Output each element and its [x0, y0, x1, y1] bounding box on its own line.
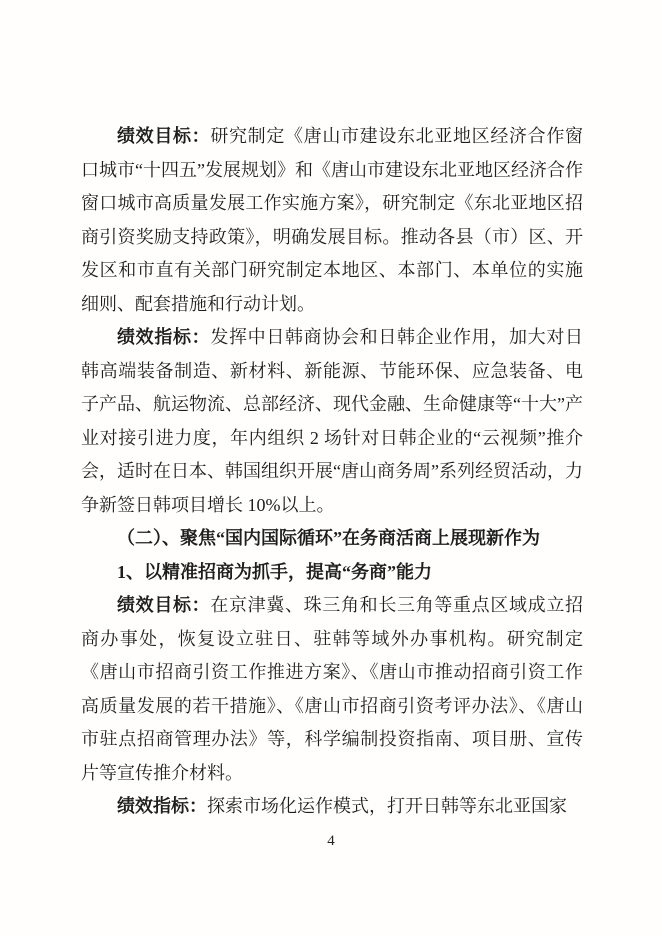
paragraph-performance-goal-1: [81, 120, 583, 321]
page-content: [81, 120, 583, 824]
paragraph-label: 绩效指标：: [117, 327, 211, 347]
subsection-heading: 1、以精准招商为抓手，提高“务商”能力: [117, 561, 432, 582]
paragraph-label: 绩效目标：: [117, 595, 211, 615]
page-number: 4: [327, 833, 335, 849]
paragraph-text: 探索市场化运作模式，打开日韩等东北亚国家: [207, 796, 567, 816]
paragraph-performance-indicator-1: [81, 321, 583, 522]
paragraph-text: 研究制定《唐山市建设东北亚地区经济合作窗口城市“十四五”发展规划》和《唐山市建设东北亚地区经济合作窗口城市高质量发展工作实施方案》，研究制定《东北亚地区招商引资奖励支持政策》，明确发展目标。推动各县（市）区、开发区和市直有关部门研究制定本地区、本部门、本单位的实施细则、配套措施和行动计划。: [81, 126, 584, 314]
section-heading: （二）、聚焦“国内国际循环”在务商活商上展现新作为: [117, 528, 540, 548]
paragraph-performance-goal-2: [81, 589, 583, 790]
paragraph-performance-indicator-2: [81, 790, 583, 824]
paragraph-label: 绩效指标：: [117, 796, 207, 816]
paragraph-text: 发挥中日韩商协会和日韩企业作用，加大对日韩高端装备制造、新材料、新能源、节能环保、应急装备、电子产品、航运物流、总部经济、现代金融、生命健康等“十大”产业对接引进力度，年内组织 2 场针对日韩企业的“云视频”推介会，适时在日本、韩国组织开展“唐山商务周”系列经贸活动，力争新签日韩项目增长 10%以上。: [81, 327, 584, 515]
paragraph-text: 在京津冀、珠三角和长三角等重点区域成立招商办事处，恢复设立驻日、驻韩等域外办事机构。研究制定《唐山市招商引资工作推进方案》、《唐山市推动招商引资工作高质量发展的若干措施》、《唐山市招商引资考评办法》、《唐山市驻点招商管理办法》等，科学编制投资指南、项目册、宣传片等宣传推介材料。: [81, 595, 584, 783]
paragraph-label: 绩效目标：: [117, 126, 211, 146]
